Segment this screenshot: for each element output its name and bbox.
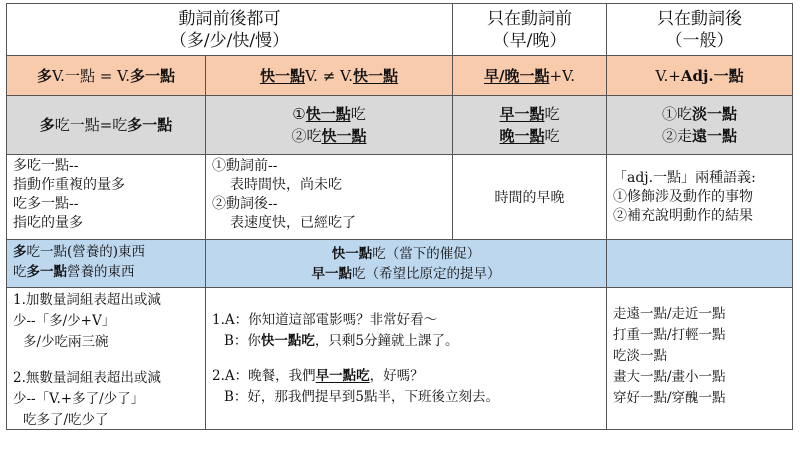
meaning-duo: [6, 155, 206, 240]
adj-example-line: 畫大一點/畫小一點: [613, 369, 726, 385]
pattern-kuai-mid: V. ≠ V.: [304, 67, 354, 85]
dialog-2a-post: ，好嗎？: [369, 368, 424, 384]
grammar-table: [6, 3, 793, 430]
dialog-1b-pre: B：你: [224, 333, 261, 349]
pattern-adj-bold: Adj.一點: [680, 67, 744, 85]
example-kuai-num1: ①: [292, 105, 306, 123]
header-after-title: 只在動詞後: [657, 8, 742, 29]
usage-duo-bold1: 多: [13, 244, 27, 260]
usage-duo-rest1: 吃一點(營養的)東西: [26, 244, 146, 260]
meaning-kuai-line: 表速度快，已經吃了: [230, 215, 356, 231]
meaning-zao: [453, 155, 607, 240]
example-kuai: [206, 96, 453, 155]
example-zao: [453, 96, 607, 155]
pattern-duo-bold1: 多: [36, 67, 52, 85]
meaning-duo-line: 指動作重複的量多: [13, 177, 125, 193]
sentences-duo-line: 2.無數量詞組表超出或減: [13, 370, 161, 386]
usage-zao-rest: 吃（希望比原定的提早）: [352, 265, 501, 282]
header-both-sub: （多/少/快/慢）: [169, 30, 290, 51]
pattern-kuai-bold2: 快一點: [353, 67, 399, 85]
meaning-zao-text: 時間的早晚: [494, 190, 565, 206]
pattern-adj: [607, 56, 793, 96]
adj-example-line: 打重一點/打輕一點: [613, 327, 726, 343]
example-duo: [6, 96, 206, 155]
usage-duo-pre2: 吃: [13, 264, 27, 280]
example-kuai-pre2: ②吃: [291, 127, 322, 145]
adj-example-line: 走遠一點/走近一點: [613, 306, 726, 322]
example-duo-mid: 吃一點=吃: [54, 116, 128, 134]
usage-duo-rest2: 營養的東西: [67, 264, 135, 280]
sentences-duo-line: 少--「V.+多了/少了」: [13, 391, 145, 407]
header-before-sub: （早/晚）: [492, 30, 567, 51]
sentences-duo-line: 多/少吃兩三碗: [23, 334, 109, 350]
sentences-duo-line: 少--「多/少+V」: [13, 313, 116, 329]
sentences-duo-line: 吃多了/吃少了: [23, 412, 109, 428]
header-both-title: 動詞前後都可: [178, 8, 281, 29]
example-zao-bold1: 早一點: [499, 105, 545, 123]
dialog-1b-post: ，只剩5分鐘就上課了。: [314, 333, 459, 349]
usage-zao-bold: 早一點: [311, 265, 352, 282]
example-duo-bold2: 多一點: [127, 116, 173, 134]
dialog-2a-pre: 2.A：晚餐，我們: [212, 368, 316, 384]
meaning-adj-line: ①修飾涉及動作的事物: [613, 188, 753, 205]
pattern-kuai: [206, 56, 453, 96]
sentences-adj: [607, 288, 793, 430]
dialog-2a-bold: 早一點吃: [315, 368, 370, 384]
header-both-positions: [6, 3, 453, 56]
example-kuai-bold1: 快一點: [305, 105, 351, 123]
meaning-kuai-line: ①動詞前--: [212, 158, 278, 174]
header-before-title: 只在動詞前: [487, 8, 572, 29]
meaning-kuai-line: ②動詞後--: [212, 196, 278, 212]
usage-duo-bold2: 多一點: [26, 264, 67, 280]
usage-duo: [6, 240, 206, 288]
example-adj-bold1: 淡一點: [692, 105, 738, 123]
meaning-kuai: [206, 155, 453, 240]
usage-kuai-rest: 吃（當下的催促）: [372, 245, 481, 262]
meaning-adj-line: 「adj.一點」兩種語義:: [613, 169, 756, 186]
example-adj-bold2: 遠一點: [692, 127, 738, 145]
pattern-duo-mid: V.一點 = V.: [51, 67, 131, 85]
meaning-adj: [607, 155, 793, 240]
header-after-sub: （一般）: [665, 30, 734, 51]
example-adj-pre2: ②走: [661, 127, 692, 145]
pattern-zao-bold: 早/晚一點: [483, 67, 550, 85]
pattern-zao-rest: +V.: [549, 67, 576, 85]
pattern-kuai-bold1: 快一點: [259, 67, 305, 85]
pattern-duo: [6, 56, 206, 96]
meaning-duo-line: 吃多一點--: [13, 196, 79, 212]
pattern-adj-pre: V.+: [655, 67, 681, 85]
example-zao-post2: 吃: [544, 127, 560, 145]
pattern-zao: [453, 56, 607, 96]
example-zao-bold2: 晚一點: [499, 127, 545, 145]
sentences-duo: [6, 288, 206, 430]
header-after-verb: [607, 3, 793, 56]
usage-kuai-bold: 快一點: [331, 245, 373, 262]
example-duo-bold1: 多: [39, 116, 55, 134]
usage-adj-empty: [607, 240, 793, 288]
dialog-line-2b: B：好，那我們提早到5點半，下班後立刻去。: [224, 389, 500, 405]
dialog-line-1a: 1.A：你知道這部電影嗎？非常好看～: [212, 312, 438, 328]
example-adj-pre1: ①吃: [661, 105, 692, 123]
meaning-duo-line: 指吃的量多: [13, 215, 83, 231]
meaning-duo-line: 多吃一點--: [13, 158, 79, 174]
meaning-kuai-line: 表時間快，尚未吃: [230, 177, 342, 193]
pattern-duo-bold2: 多一點: [130, 67, 176, 85]
example-adj: [607, 96, 793, 155]
sentences-dialog: [206, 288, 607, 430]
usage-kuai-zao: [206, 240, 607, 288]
example-kuai-bold2: 快一點: [321, 127, 367, 145]
adj-example-line: 吃淡一點: [613, 348, 667, 364]
sentences-duo-line: 1.加數量詞組表超出或減: [13, 292, 161, 308]
example-zao-post1: 吃: [544, 105, 560, 123]
adj-example-line: 穿好一點/穿醜一點: [613, 390, 726, 406]
example-kuai-post1: 吃: [350, 105, 366, 123]
dialog-1b-bold: 快一點吃: [260, 333, 315, 349]
meaning-adj-line: ②補充說明動作的結果: [613, 207, 753, 224]
header-before-verb: [453, 3, 607, 56]
